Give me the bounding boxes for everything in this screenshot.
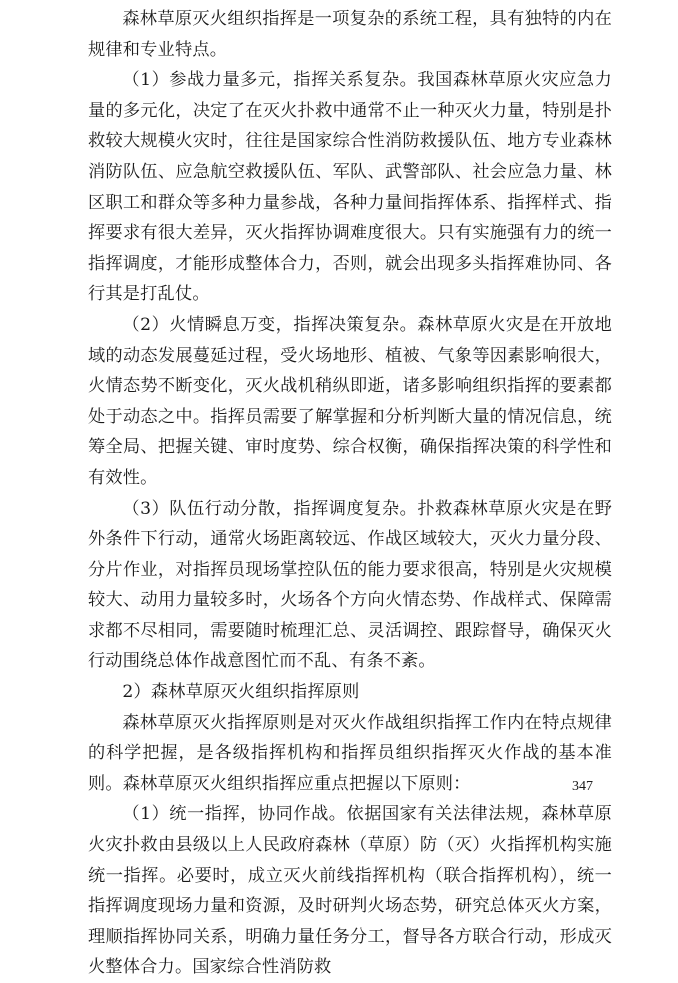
- intro-paragraph: 森林草原灭火组织指挥是一项复杂的系统工程，具有独特的内在规律和专业特点。: [88, 9, 612, 60]
- section-heading-principles: 2）森林草原灭火组织指挥原则: [122, 682, 360, 703]
- paragraph-dispersed-teams: （3）队伍行动分散，指挥调度复杂。扑救森林草原火灾是在野外条件下行动，通常火场距离较远、作战区域较大，灭火力量分段、分片作业，对指挥员现场掌控队伍的能力要求很高，特别是火灾规模较大、动用力量较多时，火场各个方向火情态势、作战样式、保障需求都不尽相同，需要随时梳理汇总、灵活调控、跟踪督导，确保灭火行动围绕总体作战意图忙而不乱、有条不紊。: [88, 498, 612, 672]
- paragraph-diverse-forces: （1）参战力量多元，指挥关系复杂。我国森林草原火灾应急力量的多元化，决定了在灭火扑救中通常不止一种灭火力量，特别是扑救较大规模火灾时，往往是国家综合性消防救援队伍、地方专业森林消防队伍、应急航空救援队伍、军队、武警部队、社会应急力量、林区职工和群众等多种力量参战，各种力量间指挥体系、指挥样式、指挥要求有很大差异，灭火指挥协调难度很大。只有实施强有力的统一指挥调度，才能形成整体合力，否则，就会出现多头指挥难协同、各行其是打乱仗。: [88, 70, 612, 305]
- paragraph-principles-intro: 森林草原灭火指挥原则是对灭火作战组织指挥工作内在特点规律的科学把握，是各级指挥机构和指挥员组织指挥灭火作战的基本准则。森林草原灭火组织指挥应重点把握以下原则：: [88, 712, 612, 794]
- page-number: 347: [572, 779, 593, 794]
- paragraph-fire-changes: （2）火情瞬息万变，指挥决策复杂。森林草原火灾是在开放地域的动态发展蔓延过程，受火场地形、植被、气象等因素影响很大，火情态势不断变化，灭火战机稍纵即逝，诸多影响组织指挥的要素都处于动态之中。指挥员需要了解掌握和分析判断大量的情况信息，统筹全局、把握关键、审时度势、综合权衡，确保指挥决策的科学性和有效性。: [88, 314, 612, 488]
- document-body: [88, 4, 612, 983]
- paragraph-unified-command: （1）统一指挥，协同作战。依据国家有关法律法规，森林草原火灾扑救由县级以上人民政府森林（草原）防（灭）火指挥机构实施统一指挥。必要时，成立灭火前线指挥机构（联合指挥机构），统一指挥调度现场力量和资源，及时研判火场态势，研究总体灭火方案，理顺指挥协同关系，明确力量任务分工，督导各方联合行动，形成灭火整体合力。国家综合性消防救: [88, 804, 612, 978]
